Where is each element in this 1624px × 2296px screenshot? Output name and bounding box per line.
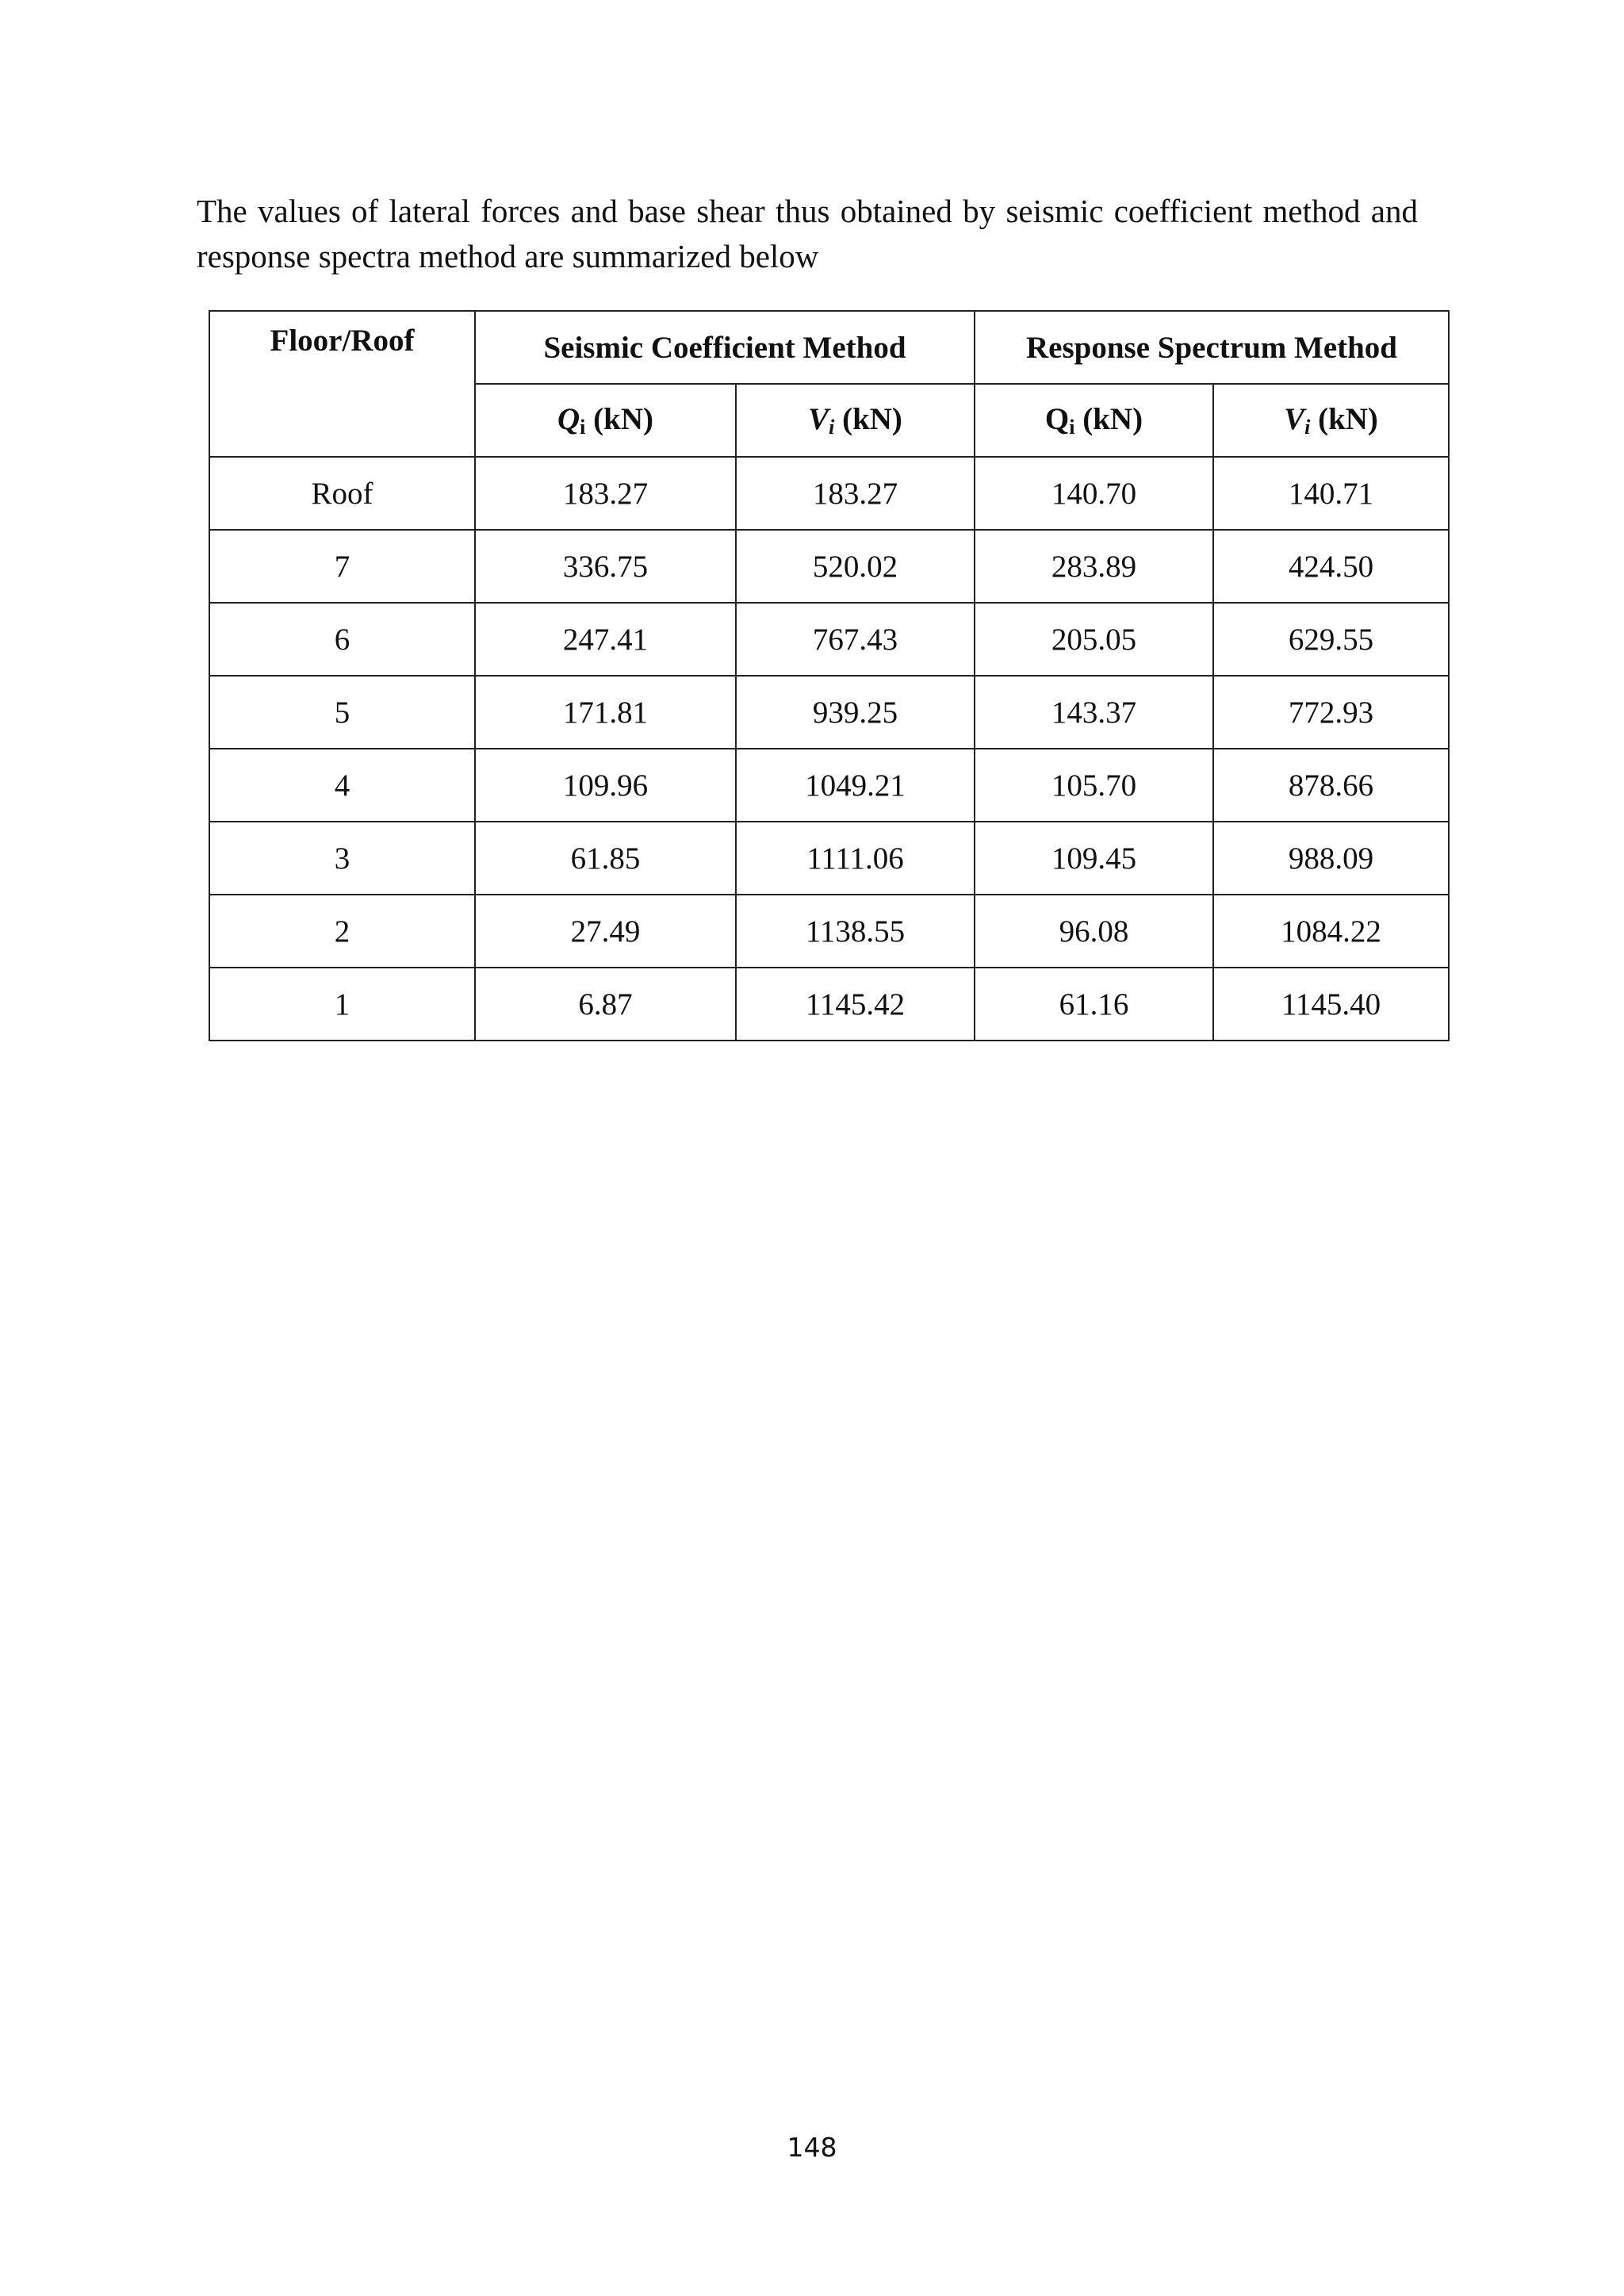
table-row: [209, 457, 1449, 530]
table-row: [209, 822, 1449, 895]
seismic-coefficient-method-header: Seismic Coefficient Method: [475, 311, 975, 384]
rsm-q-cell: 105.70: [975, 749, 1213, 822]
rsm-q-cell: 109.45: [975, 822, 1213, 895]
scm-q-cell: 61.85: [475, 822, 736, 895]
rsm-v-cell: 424.50: [1213, 530, 1449, 603]
rsm-v-cell: 1084.22: [1213, 895, 1449, 968]
table-row: [209, 603, 1449, 676]
scm-v-unit: (kN): [834, 402, 902, 436]
scm-v-cell: 183.27: [736, 457, 975, 530]
rsm-v-cell: 878.66: [1213, 749, 1449, 822]
response-spectrum-method-header: Response Spectrum Method: [975, 311, 1449, 384]
floor-cell: 4: [209, 749, 475, 822]
scm-q-symbol: Q: [557, 402, 580, 436]
floor-cell: 6: [209, 603, 475, 676]
floor-cell: 3: [209, 822, 475, 895]
scm-q-unit: (kN): [585, 402, 653, 436]
rsm-v-cell: 772.93: [1213, 676, 1449, 749]
rsm-q-cell: 283.89: [975, 530, 1213, 603]
scm-v-cell: 1049.21: [736, 749, 975, 822]
rsm-q-cell: 96.08: [975, 895, 1213, 968]
scm-q-cell: 171.81: [475, 676, 736, 749]
scm-v-cell: 767.43: [736, 603, 975, 676]
rsm-v-subscript: i: [1304, 416, 1311, 439]
rsm-v-header: [1213, 384, 1449, 457]
floor-cell: 5: [209, 676, 475, 749]
rsm-q-cell: 205.05: [975, 603, 1213, 676]
lateral-forces-table: [209, 310, 1450, 1041]
scm-v-cell: 1111.06: [736, 822, 975, 895]
floor-cell: 7: [209, 530, 475, 603]
rsm-v-cell: 629.55: [1213, 603, 1449, 676]
rsm-q-cell: 140.70: [975, 457, 1213, 530]
table-row: [209, 530, 1449, 603]
intro-line-1: The values of lateral forces and base shear thus obtained by seismic coefficient method and: [197, 193, 1418, 229]
rsm-q-header: [975, 384, 1213, 457]
rsm-q-cell: 61.16: [975, 968, 1213, 1041]
scm-v-header: [736, 384, 975, 457]
floor-cell: 1: [209, 968, 475, 1041]
scm-q-subscript: i: [580, 416, 586, 439]
rsm-q-subscript: i: [1069, 416, 1075, 439]
scm-v-cell: 1138.55: [736, 895, 975, 968]
table-row: [209, 749, 1449, 822]
floor-cell: 2: [209, 895, 475, 968]
page-number: 148: [787, 2132, 837, 2163]
scm-q-cell: 6.87: [475, 968, 736, 1041]
scm-q-cell: 27.49: [475, 895, 736, 968]
rsm-v-symbol: V: [1284, 402, 1305, 436]
rsm-q-symbol: Q: [1044, 402, 1070, 436]
rsm-v-unit: (kN): [1310, 402, 1378, 436]
scm-q-cell: 183.27: [475, 457, 736, 530]
table-row: [209, 968, 1449, 1041]
scm-q-header: [475, 384, 736, 457]
scm-v-cell: 520.02: [736, 530, 975, 603]
scm-q-cell: 336.75: [475, 530, 736, 603]
scm-v-subscript: i: [829, 416, 835, 439]
rsm-v-cell: 1145.40: [1213, 968, 1449, 1041]
floor-roof-header: Floor/Roof: [209, 311, 475, 457]
rsm-q-unit: (kN): [1074, 402, 1143, 436]
scm-v-symbol: V: [808, 402, 829, 436]
intro-paragraph: [197, 189, 1418, 279]
table-row: [209, 676, 1449, 749]
rsm-v-cell: 988.09: [1213, 822, 1449, 895]
rsm-v-cell: 140.71: [1213, 457, 1449, 530]
scm-q-cell: 247.41: [475, 603, 736, 676]
rsm-q-cell: 143.37: [975, 676, 1213, 749]
table-row: [209, 895, 1449, 968]
scm-v-cell: 939.25: [736, 676, 975, 749]
table-header-row: [209, 311, 1449, 384]
floor-cell: Roof: [209, 457, 475, 530]
scm-v-cell: 1145.42: [736, 968, 975, 1041]
scm-q-cell: 109.96: [475, 749, 736, 822]
intro-line-2: response spectra method are summarized below: [197, 238, 819, 274]
